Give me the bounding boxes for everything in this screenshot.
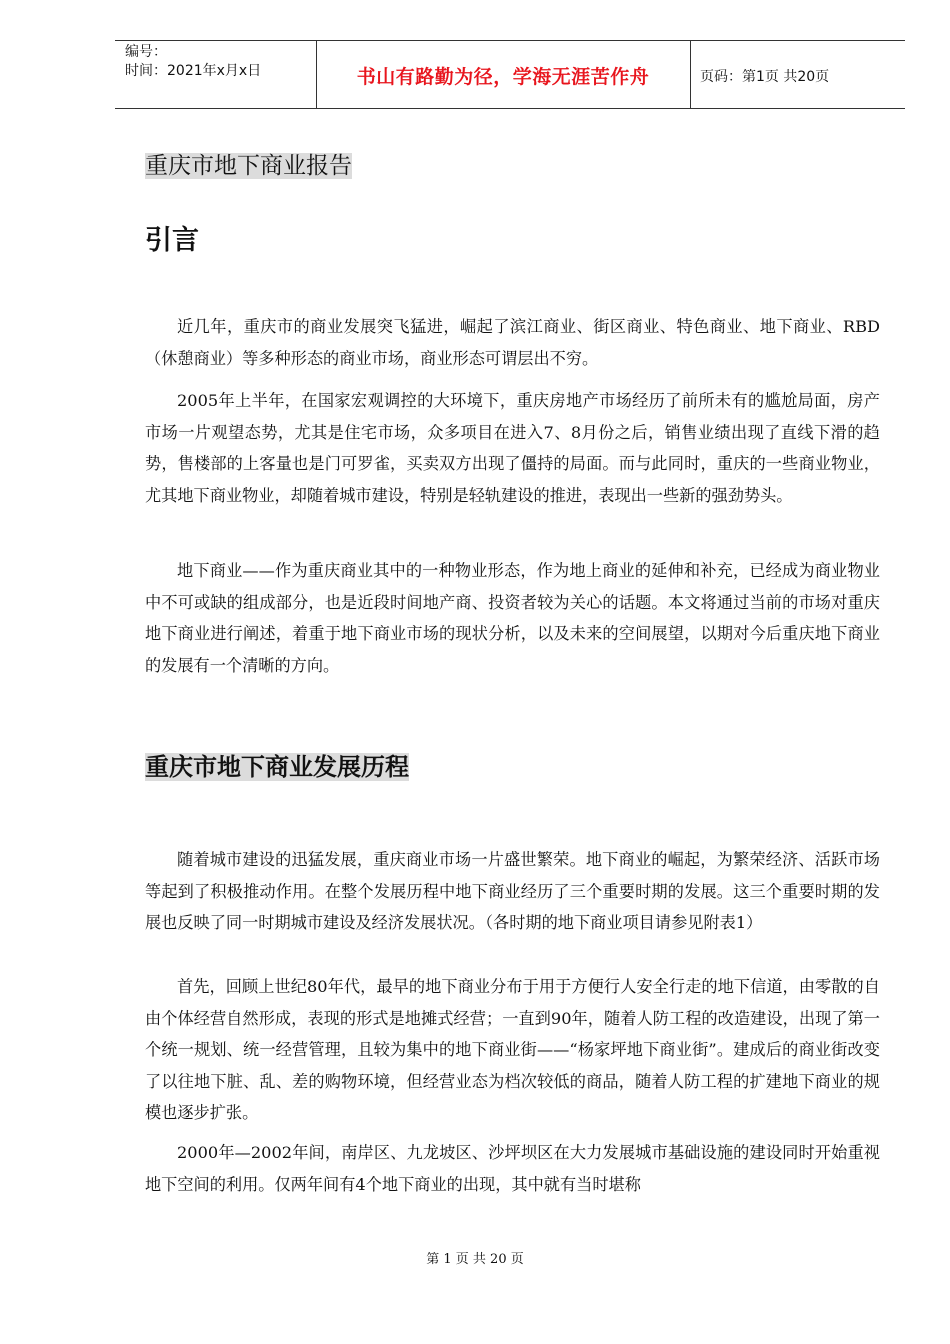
paragraph: 近几年，重庆市的商业发展突飞猛进，崛起了滨江商业、街区商业、特色商业、地下商业、RBD（休憩商业）等多种形态的商业市场，商业形态可谓层出不穷。 xyxy=(145,317,880,368)
header-divider xyxy=(690,41,691,108)
section-heading-history: 重庆市地下商业发展历程 xyxy=(145,753,409,781)
paragraph: 2005年上半年，在国家宏观调控的大环境下，重庆房地产市场经历了前所未有的尴尬局面，房产市场一片观望态势，尤其是住宅市场，众多项目在进入7、8月份之后，销售业绩出现了直线下滑的趋势，售楼部的上客量也是门可罗雀，买卖双方出现了僵持的局面。而与此同时，重庆的一些商业物业，尤其地下商业物业，却随着城市建设，特别是轻轨建设的推进，表现出一些新的强劲势头。 xyxy=(145,391,880,505)
section-heading-intro: 引言 xyxy=(145,225,199,256)
page-header xyxy=(115,40,905,109)
page-footer: 第 1 页 共 20 页 xyxy=(426,1252,524,1267)
date-label: 时间：2021年x月x日 xyxy=(125,63,262,79)
paragraph: 2000年—2002年间，南岸区、九龙坡区、沙坪坝区在大力发展城市基础设施的建设同时开始重视地下空间的利用。仅两年间有4个地下商业的出现，其中就有当时堪称 xyxy=(145,1143,880,1194)
document-title: 重庆市地下商业报告 xyxy=(145,153,352,179)
header-motto: 书山有路勤为径，学海无涯苦作舟 xyxy=(356,66,650,88)
header-meta xyxy=(125,43,261,81)
code-label: 编号： xyxy=(125,44,167,60)
paragraph: 地下商业——作为重庆商业其中的一种物业形态，作为地上商业的延伸和补充，已经成为商业物业中不可或缺的组成部分，也是近段时间地产商、投资者较为关心的话题。本文将通过当前的市场对重庆地下商业进行阐述，着重于地下商业市场的现状分析，以及未来的空间展望，以期对今后重庆地下商业的发展有一个清晰的方向。 xyxy=(145,561,880,675)
paragraph: 首先，回顾上世纪80年代，最早的地下商业分布于用于方便行人安全行走的地下信道，由零散的自由个体经营自然形成，表现的形式是地摊式经营；一直到90年，随着人防工程的改造建设，出现了第一个统一规划、统一经营管理，且较为集中的地下商业街——“杨家坪地下商业街”。建成后的商业街改变了以往地下脏、乱、差的购物环境，但经营业态为档次较低的商品，随着人防工程的扩建地下商业的规模也逐步扩张。 xyxy=(145,977,880,1122)
header-page-info: 页码：第1页 共20页 xyxy=(700,69,830,85)
paragraph: 随着城市建设的迅猛发展，重庆商业市场一片盛世繁荣。地下商业的崛起，为繁荣经济、活跃市场等起到了积极推动作用。在整个发展历程中地下商业经历了三个重要时期的发展。这三个重要时期的发展也反映了同一时期城市建设及经济发展状况。（各时期的地下商业项目请参见附表1） xyxy=(145,850,880,932)
